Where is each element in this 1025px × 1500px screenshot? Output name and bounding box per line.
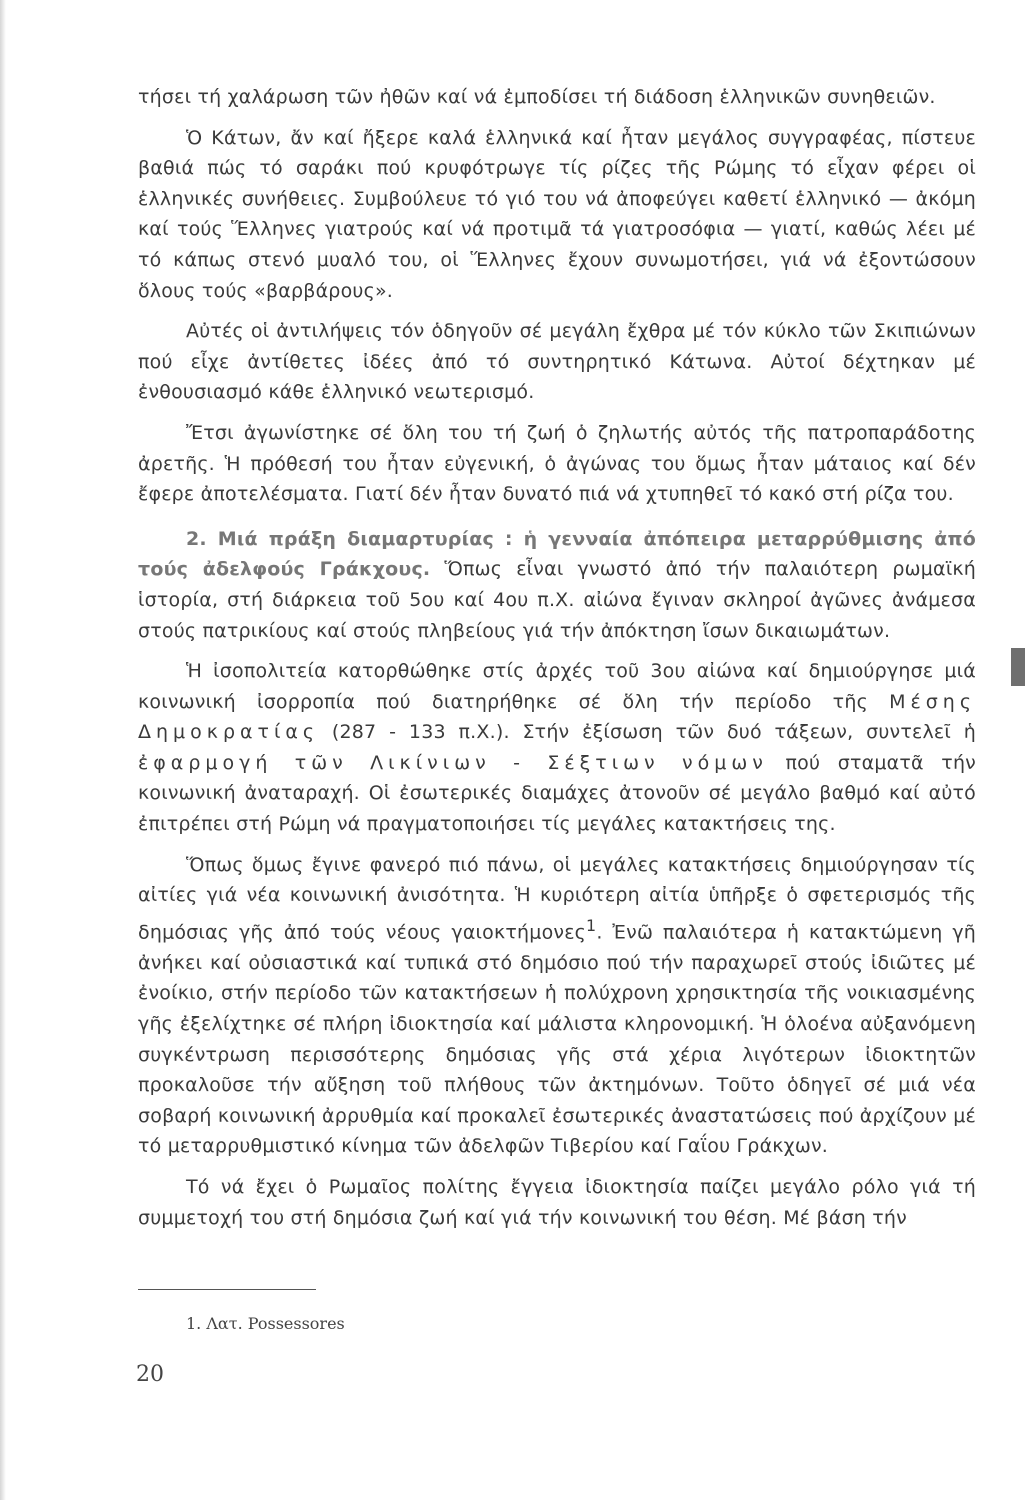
text-span: . Ἐνῶ παλαιότερα ἡ κατακτώμενη γῆ ἀνήκει καί οὐσιαστικά καί τυπικά στό δημόσιο πού τήν παραχωρεῖ στούς ἰδιῶτες μέ ἐνοίκιο, στήν περίοδο τῶν κατακτήσεων ἡ πολύχρονη χρησικτησία τῆς νοικιασμένης γῆς ἐξελίχτηκε σέ πλήρη ἰδιοκτησία καί μάλιστα κληρονομική. Ἡ ὁλοένα αὐξανόμενη συγκέντρωση περισσότερης δημόσιας γῆς στά χέρια λιγότερων ἰδιοκτητῶν προκαλοῦσε τήν αὔξηση τοῦ πλήθους τῶν ἀκτημόνων. Τοῦτο ὁδηγεῖ σέ μιά νέα σοβαρή κοινωνική ἀρρυθμία καί προκαλεῖ ἐσωτερικές ἀναστατώσεις πού ἀρχίζουν μέ τό μεταρρυθμιστικό κίνημα τῶν ἀδελφῶν Τιβερίου καί Γαΐου Γράκχων.: [138, 921, 976, 1158]
paragraph: Ὁ Κάτων, ἄν καί ἤξερε καλά ἑλληνικά καί ἦταν μεγάλος συγγραφέας, πίστευε βαθιά πώς τό σαράκι πού κρυφότρωγε τίς ρίζες τῆς Ρώμης τό εἶχαν φέρει οἱ ἑλληνικές συνήθειες. Συμβούλευε τό γιό του νά ἀποφεύγει καθετί ἑλληνικό — ἀκόμη καί τούς Ἕλληνες γιατρούς καί νά προτιμᾶ τά γιατροσόφια — γιατί, καθώς λέει μέ τό κάπως στενό μυαλό του, οἱ Ἕλληνες ἔχουν συνωμοτήσει, γιά νά ἐξοντώσουν ὅλους τούς «βαρβάρους».: [138, 126, 976, 302]
paragraph: [138, 850, 976, 1162]
section-paragraph: [138, 524, 976, 646]
paragraph: Αὐτές οἱ ἀντιλήψεις τόν ὁδηγοῦν σέ μεγάλη ἔχθρα μέ τόν κύκλο τῶν Σκιπιώνων πού εἶχε ἀντίθετες ἰδέες ἀπό τό συντηρητικό Κάτωνα. Αὐτοί δέχτηκαν μέ ἐνθουσιασμό κάθε ἑλληνικό νεωτερισμό.: [138, 320, 976, 404]
footnote-marker: 1: [586, 915, 597, 935]
paragraph: [138, 656, 976, 840]
paragraph: Τό νά ἔχει ὁ Ρωμαῖος πολίτης ἔγγεια ἰδιοκτησία παίζει μεγάλο ρόλο γιά τή συμμετοχή του στή δημόσια ζωή καί γιά τήν κοινωνική του θέση. Μέ βάση τήν: [138, 1175, 976, 1229]
text-span: πού σταματᾶ τήν κοινωνική ἀναταραχή. Οἱ ἐσωτερικές διαμάχες ἀτονοῦν σέ μεγάλο βαθμό καί αὐτό ἐπιτρέπει στή Ρώμη νά πραγματοποιήσει τίς μεγάλες κατακτήσεις της.: [138, 751, 976, 836]
main-text: [138, 82, 976, 1243]
spaced-term: Μέσης Δημοκρατίας: [138, 690, 976, 744]
paragraph: Ἔτσι ἀγωνίστηκε σέ ὅλη του τή ζωή ὁ ζηλωτής αὐτός τῆς πατροπαράδοτης ἀρετῆς. Ἡ πρόθεσή του ἦταν εὐγενική, ὁ ἀγώνας του ὅμως ἦταν μάταιος καί δέν ἔφερε ἀποτελέσματα. Γιατί δέν ἦταν δυνατό πιά νά χτυπηθεῖ τό κακό στή ρίζα του.: [138, 421, 976, 506]
footnote: 1. Λατ. Possessores: [186, 1314, 345, 1333]
section-text: Ὅπως εἶναι γνωστό ἀπό τήν παλαιότερη ρωμαϊκή ἱστορία, στή διάρκεια τοῦ 5ου καί 4ου π.Χ. αἰώνα ἔγιναν σκληροί ἀγῶνες ἀνάμεσα στούς πατρικίους καί στούς πληβείους γιά τήν ἀπόκτηση ἴσων δικαιωμάτων.: [138, 558, 976, 642]
paragraph: τήσει τή χαλάρωση τῶν ἠθῶν καί νά ἐμποδίσει τή διάδοση ἑλληνικῶν συνηθειῶν.: [138, 86, 936, 108]
footnote-rule: [138, 1289, 316, 1290]
page-number: 20: [136, 1362, 164, 1387]
thumb-index-tab: [1011, 648, 1025, 686]
spaced-term: ἐφαρμογή τῶν Λικίνιων - Σέξτιων νόμων: [138, 751, 768, 774]
text-span: Ὅπως ὅμως ἔγινε φανερό πιό πάνω, οἱ μεγάλες κατακτήσεις δημιούργησαν τίς αἰτίες γιά νέα κοινωνική ἀνισότητα. Ἡ κυριότερη αἰτία ὑπῆρξε ὁ σφετερισμός τῆς δημόσιας γῆς ἀπό τούς νέους γαιοκτήμονες: [138, 853, 976, 944]
text-span: (287 - 133 π.Χ.). Στήν ἐξίσωση τῶν δυό τάξεων, συντελεῖ ἡ: [331, 721, 976, 744]
page-edge-shadow: [0, 0, 6, 1500]
text-span: Ἡ ἰσοπολιτεία κατορθώθηκε στίς ἀρχές τοῦ 3ου αἰώνα καί δημιούργησε μιά κοινωνική ἰσορροπία πού διατηρήθηκε σέ ὅλη τήν περίοδο τῆς: [138, 660, 976, 713]
section-heading: 2. Μιά πράξη διαμαρτυρίας : ἡ γενναία ἀπόπειρα μεταρρύθμισης ἀπό τούς ἀδελφούς Γράκχους.: [138, 527, 976, 581]
